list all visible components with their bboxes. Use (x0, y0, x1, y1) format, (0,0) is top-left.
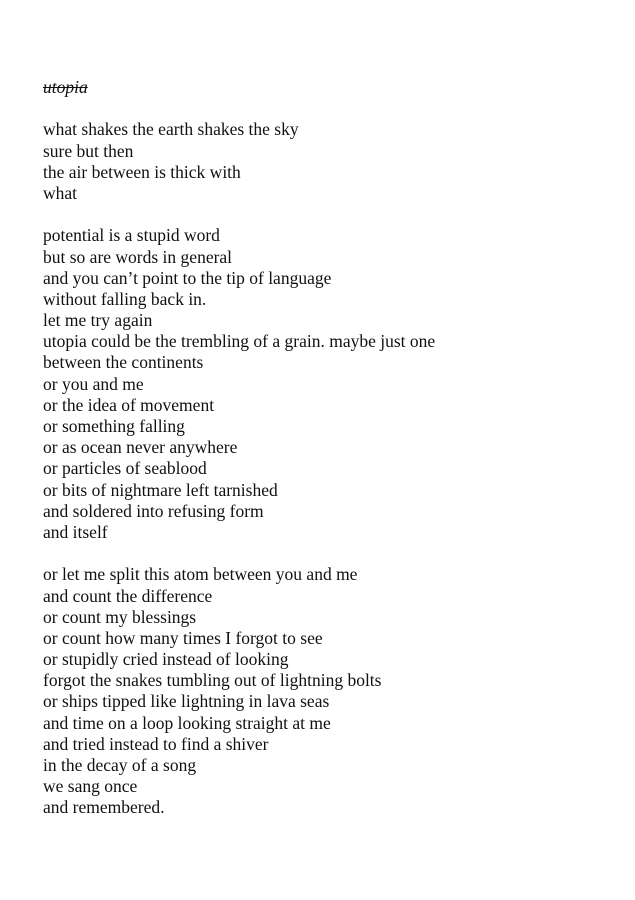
poem-line: or ships tipped like lightning in lava seas (43, 691, 330, 712)
poem-line: without falling back in. (43, 288, 207, 309)
poem-line: sure but then (43, 140, 134, 161)
poem-line: or as ocean never anywhere (43, 437, 238, 458)
poem-line: what shakes the earth shakes the sky (43, 119, 299, 140)
poem-line: in the decay of a song (43, 755, 197, 775)
poem-line: utopia could be the trembling of a grain. maybe just one (43, 331, 436, 352)
poem (43, 77, 623, 819)
poem-line: but so are words in general (43, 246, 233, 267)
poem-line: and time on a loop looking straight at me (43, 712, 331, 733)
poem-line: or stupidly cried instead of looking (43, 649, 289, 670)
poem-line: and count the difference (43, 585, 213, 606)
stanza-1 (43, 119, 623, 204)
poem-line: or bits of nightmare left tarnished (43, 479, 278, 500)
poem-line: or you and me (43, 373, 144, 394)
poem-line: and remembered. (43, 797, 165, 818)
poem-line: we sang once (43, 776, 138, 797)
poem-line: and tried instead to find a shiver (43, 733, 269, 754)
poem-line: or count my blessings (43, 606, 197, 627)
poem-line: and soldered into refusing form (43, 500, 264, 521)
poem-line: or the idea of movement (43, 394, 215, 415)
poem-line: potential is a stupid word (43, 225, 220, 246)
poem-line: forgot the snakes tumbling out of lightning bolts (43, 670, 382, 691)
stanza-2 (43, 225, 623, 543)
poem-line: or something falling (43, 416, 185, 436)
poem-title: utopia (43, 77, 88, 97)
poem-line: the air between is thick with (43, 161, 241, 182)
poem-line: and you can’t point to the tip of language (43, 267, 332, 288)
poem-line: or particles of seablood (43, 458, 207, 479)
stanza-3 (43, 564, 623, 818)
poem-line: and itself (43, 521, 108, 542)
poem-line: or let me split this atom between you and me (43, 564, 358, 585)
poem-line: between the continents (43, 352, 204, 373)
poem-line: let me try again (43, 310, 153, 331)
poem-line: what (43, 182, 78, 203)
poem-line: or count how many times I forgot to see (43, 627, 323, 648)
